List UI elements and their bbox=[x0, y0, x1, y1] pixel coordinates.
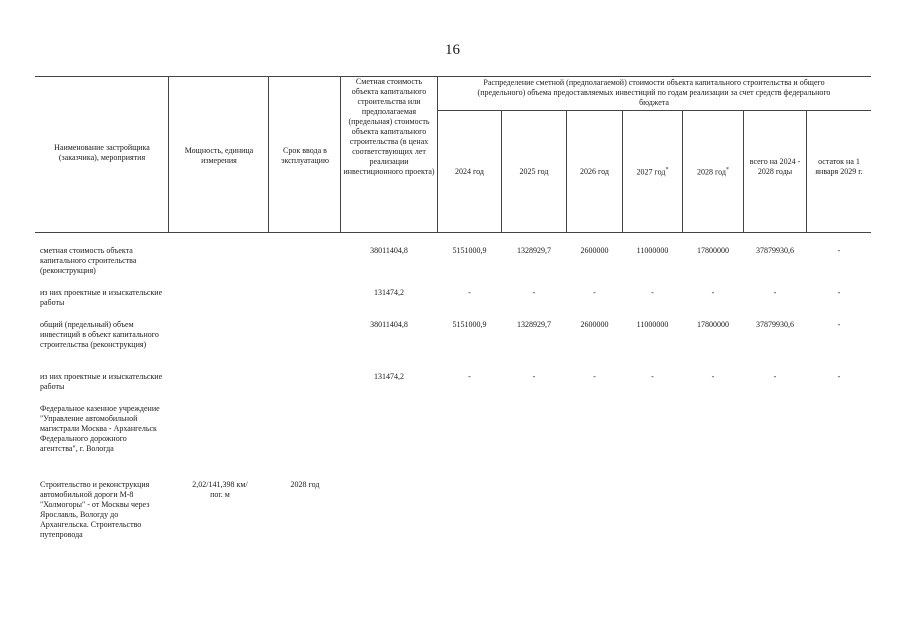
column-divider bbox=[437, 76, 438, 233]
header-estimated-cost: Сметная стоимость объекта капитального строительства или предполагаемая (предельная) стоимость объекта капитального строительства (в ценах соответствующих лет реализации инвестиционного проекта) bbox=[343, 77, 435, 176]
row-name: Федеральное казенное учреждение "Управление автомобильной магистрали Москва - Архангельск Федерального дорожного агентства", г. Вологда bbox=[40, 404, 160, 453]
row-value-2026: - bbox=[593, 288, 596, 297]
page-number: 16 bbox=[445, 42, 460, 58]
footnote-mark: * bbox=[725, 167, 729, 173]
row-value-total: 37879930,6 bbox=[756, 320, 794, 329]
row-cost: 38011404,8 bbox=[370, 320, 408, 329]
row-value-2025: - bbox=[532, 288, 536, 297]
header-year-2028: 2028 год* bbox=[697, 167, 729, 177]
row-deadline: 2028 год bbox=[290, 480, 320, 489]
row-value-2026: - bbox=[593, 372, 596, 381]
header-year-2025: 2025 год bbox=[519, 167, 549, 176]
row-value-2027: - bbox=[651, 288, 654, 297]
column-divider bbox=[268, 76, 269, 233]
column-divider bbox=[340, 76, 341, 233]
row-value-2024: - bbox=[468, 288, 471, 297]
header-top-rule bbox=[35, 76, 871, 77]
row-capacity: 2,02/141,398 км/пог. м bbox=[192, 480, 248, 499]
row-value-2024: - bbox=[468, 372, 471, 381]
row-value-2025: 1328929,7 bbox=[517, 246, 551, 255]
row-value-total: - bbox=[773, 372, 777, 381]
row-value-2026: 2600000 bbox=[580, 320, 609, 329]
header-remainder-2029: остаток на 1 января 2029 г. bbox=[815, 157, 863, 176]
row-value-2028: - bbox=[711, 288, 715, 297]
row-value-total: 37879930,6 bbox=[756, 246, 794, 255]
row-value-remainder: - bbox=[837, 320, 841, 329]
row-name: из них проектные и изыскательские работы bbox=[40, 372, 163, 391]
row-value-2025: 1328929,7 bbox=[517, 320, 551, 329]
header-capacity: Мощность, единица измерения bbox=[184, 146, 254, 165]
row-value-2025: - bbox=[532, 372, 536, 381]
row-cost: 38011404,8 bbox=[370, 246, 408, 255]
row-value-2027: 11000000 bbox=[636, 320, 669, 329]
row-name: из них проектные и изыскательские работы bbox=[40, 288, 163, 307]
row-value-2024: 5151000,9 bbox=[452, 320, 487, 329]
header-year-2027: 2027 год* bbox=[636, 167, 669, 177]
row-cost: 131474,2 bbox=[374, 372, 404, 381]
header-year-2024: 2024 год bbox=[455, 167, 484, 176]
row-value-2027: 11000000 bbox=[636, 246, 669, 255]
header-total-2024-2028: всего на 2024 - 2028 годы bbox=[749, 157, 801, 176]
row-value-2024: 5151000,9 bbox=[452, 246, 487, 255]
row-cost: 131474,2 bbox=[374, 288, 404, 297]
row-value-remainder: - bbox=[837, 372, 841, 381]
footnote-mark: * bbox=[665, 167, 669, 173]
row-value-2028: 17800000 bbox=[697, 246, 729, 255]
header-deadline: Срок ввода в эксплуатацию bbox=[281, 146, 329, 165]
row-value-2028: - bbox=[711, 372, 715, 381]
column-divider bbox=[168, 76, 169, 233]
row-value-total: - bbox=[773, 288, 777, 297]
row-name: Строительство и реконструкция автомобильной дороги М-8 "Холмогоры" - от Москвы через Ярославль, Вологду до Архангельска. Строительство путепровода bbox=[40, 480, 150, 539]
header-bottom-rule bbox=[35, 232, 871, 233]
column-divider bbox=[806, 110, 807, 233]
row-value-remainder: - bbox=[837, 288, 841, 297]
row-value-2026: 2600000 bbox=[580, 246, 609, 255]
row-name: общий (предельный) объем инвестиций в объект капитального строительства (реконструкция) bbox=[40, 320, 159, 349]
row-value-2027: - bbox=[651, 372, 654, 381]
row-name: сметная стоимость объекта капитального строительства (реконструкция) bbox=[40, 246, 137, 275]
header-year-2026: 2026 год bbox=[580, 167, 609, 176]
header-distribution: Распределение сметной (предполагаемой) стоимости объекта капитального строительства и общего (предельного) объема предоставляемых инвестиций по годам реализации за счет средств федерального бюджета bbox=[477, 78, 831, 107]
row-value-2028: 17800000 bbox=[697, 320, 729, 329]
header-name: Наименование застройщика (заказчика), мероприятия bbox=[54, 143, 150, 162]
row-value-remainder: - bbox=[837, 246, 841, 255]
column-divider bbox=[743, 110, 744, 233]
